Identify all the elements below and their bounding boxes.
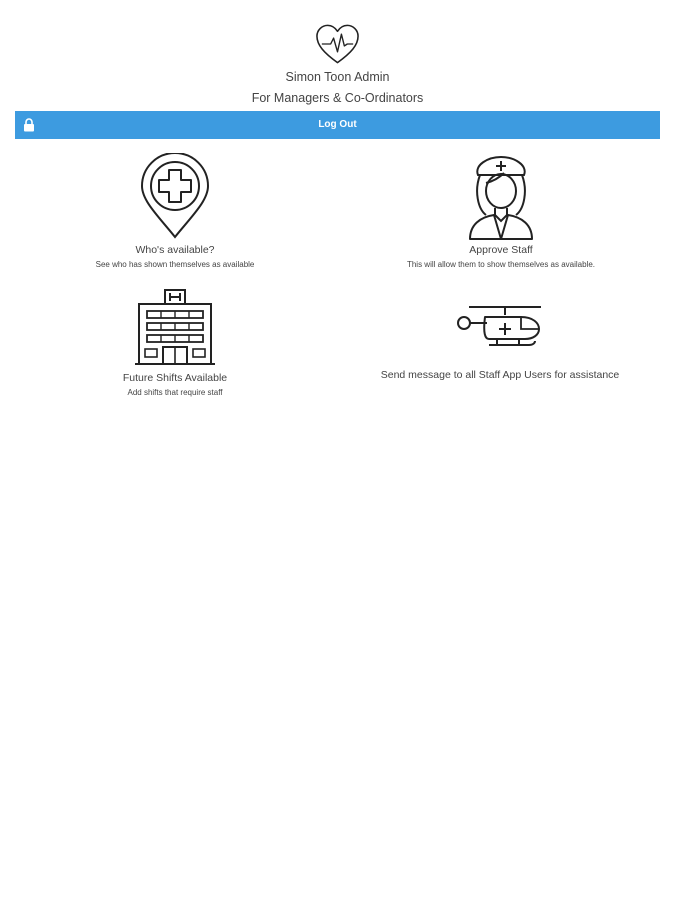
nurse-icon (464, 153, 538, 241)
air-ambulance-helicopter-icon (455, 303, 545, 351)
hospital-building-icon (133, 287, 217, 367)
heart-pulse-icon (314, 22, 361, 66)
future-shifts-tile[interactable] (55, 287, 295, 397)
app-header (0, 0, 675, 110)
approve-staff-tile[interactable] (366, 153, 636, 269)
logout-button[interactable] (15, 111, 660, 139)
app-subtitle: For Managers & Co-Ordinators (251, 91, 424, 105)
map-pin-medical-icon (139, 153, 211, 239)
logout-label: Log Out (318, 119, 357, 130)
send-message-tile[interactable] (355, 303, 645, 381)
tile-title: Send message to all Staff App Users for assistance (380, 369, 620, 381)
tile-title: Who's available? (135, 244, 215, 256)
tile-description: Add shifts that require staff (127, 388, 223, 397)
app-title: Simon Toon Admin (285, 70, 390, 84)
tile-title: Future Shifts Available (122, 372, 228, 384)
tile-description: See who has shown themselves as available (95, 260, 255, 269)
tile-description: This will allow them to show themselves as available. (406, 260, 596, 269)
whos-available-tile[interactable] (55, 153, 295, 269)
tile-title: Approve Staff (469, 244, 533, 256)
